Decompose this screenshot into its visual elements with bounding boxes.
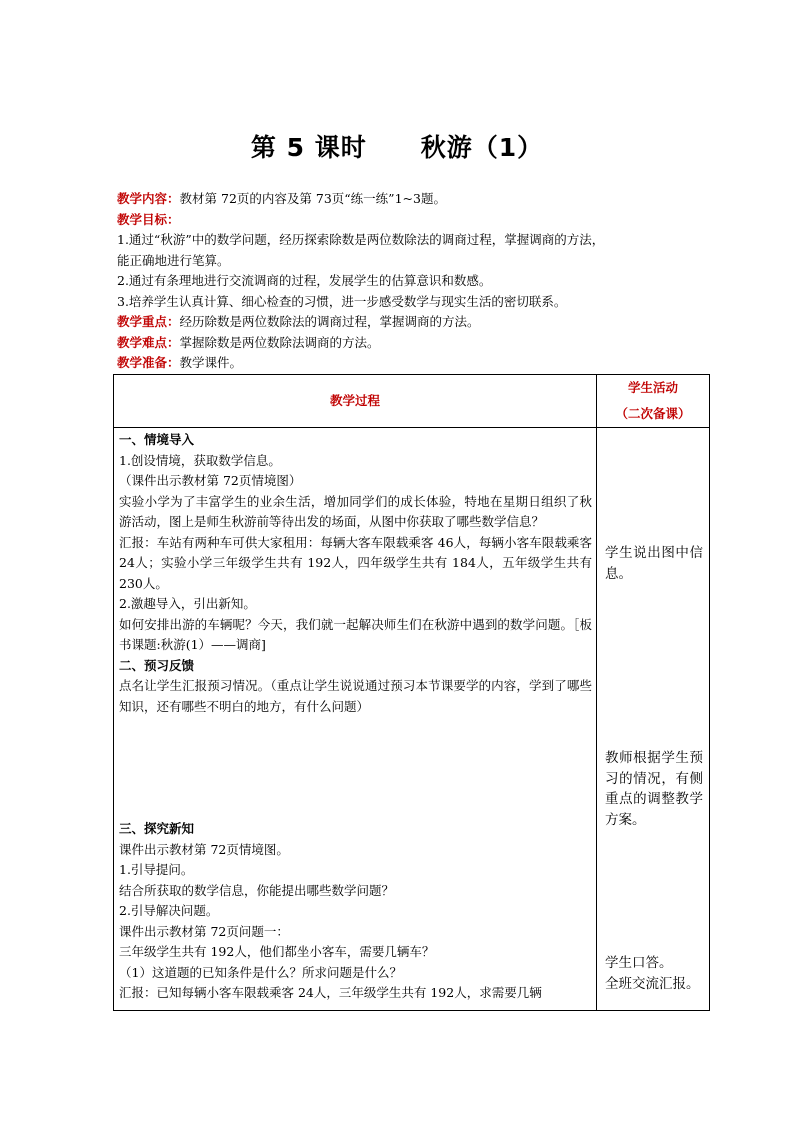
process-cell — [114, 428, 597, 1011]
teaching-key-point: 教学重点：经历除数是两位数除法的调商过程，掌握调商的方法。 — [117, 314, 480, 329]
student-note: 学生说出图中信息。 — [605, 545, 703, 582]
lesson-number: 第 5 课时 — [250, 133, 367, 162]
process-line: 2.激趣导入，引出新知。 — [119, 596, 256, 611]
header-teaching-process: 教学过程 — [114, 375, 597, 428]
process-line: 点名让学生汇报预习情况。（重点让学生说说通过预习本节课要学的内容，学到了哪些知识，还有哪些不明白的地方，有什么问题） — [119, 678, 592, 714]
process-line: 三年级学生共有 192人，他们都坐小客车，需要几辆车？ — [119, 944, 435, 959]
teaching-content: 教学内容：教材第 72页的内容及第 73页“练一练”1~3题。 — [117, 191, 446, 206]
section-heading: 二、预习反馈 — [119, 657, 195, 673]
process-line: 汇报：已知每辆小客车限载乘客 24人，三年级学生共有 192人，求需要几辆 — [119, 985, 542, 1000]
goal-line: 能正确地进行笔算。 — [117, 252, 230, 268]
goal-line: 1.通过“秋游”中的数学问题，经历探索除数是两位数除法的调商过程，掌握调商的方法， — [117, 232, 605, 247]
process-line: 1.引导提问。 — [119, 862, 194, 877]
student-note: 学生口答。 全班交流汇报。 — [605, 955, 700, 992]
process-line: 如何安排出游的车辆呢？今天，我们就一起解决师生们在秋游中遇到的数学问题。［板书课题:秋游(1）——调商] — [119, 616, 592, 652]
process-line: 2.引导解决问题。 — [119, 903, 219, 918]
student-activity-cell — [597, 428, 710, 1011]
section-heading: 三、探究新知 — [119, 821, 195, 836]
process-line: 课件出示教材第 72页情境图。 — [119, 841, 289, 857]
teaching-process-table — [113, 374, 710, 1011]
teaching-difficulty: 教学难点：掌握除数是两位数除法调商的方法。 — [117, 334, 380, 350]
teaching-preparation: 教学准备：教学课件。 — [117, 355, 243, 370]
header-student-activity: 学生活动 （二次备课） — [597, 375, 710, 428]
lesson-info — [117, 189, 717, 374]
blank-space — [119, 717, 592, 819]
page-title — [0, 128, 794, 164]
goal-line: 2.通过有条理地进行交流调商的过程，发展学生的估算意识和数感。 — [117, 273, 492, 288]
goal-line: 3.培养学生认真计算、细心检查的习惯，进一步感受数学与现实生活的密切联系。 — [117, 293, 567, 309]
process-line: （课件出示教材第 72页情境图） — [119, 473, 302, 488]
section-heading: 一、情境导入 — [119, 432, 195, 447]
lesson-topic: 秋游（1） — [420, 133, 544, 162]
process-line: （1）这道题的已知条件是什么？所求问题是什么？ — [119, 964, 402, 980]
teaching-goals-label: 教学目标： — [117, 211, 180, 227]
process-line: 课件出示教材第 72页问题一： — [119, 923, 289, 939]
table-header-row — [114, 375, 710, 428]
student-note: 教师根据学生预习的情况，有侧重点的调整教学方案。 — [605, 750, 703, 828]
process-line: 1.创设情境，获取数学信息。 — [119, 452, 281, 468]
process-line: 汇报：车站有两种车可供大家租用：每辆大客车限载乘客 46人，每辆小客车限载乘客 24人；实验小学三年级学生共有 192人，四年级学生共有 184人，五年级学生共有 230人。 — [119, 534, 592, 591]
process-line: 结合所获取的数学信息，你能提出哪些数学问题？ — [119, 882, 395, 898]
table-body-row — [114, 428, 710, 1011]
process-line: 实验小学为了丰富学生的业余生活，增加同学们的成长体验，特地在星期日组织了秋游活动，图上是师生秋游前等待出发的场面，从图中你获取了哪些数学信息？ — [119, 493, 592, 529]
